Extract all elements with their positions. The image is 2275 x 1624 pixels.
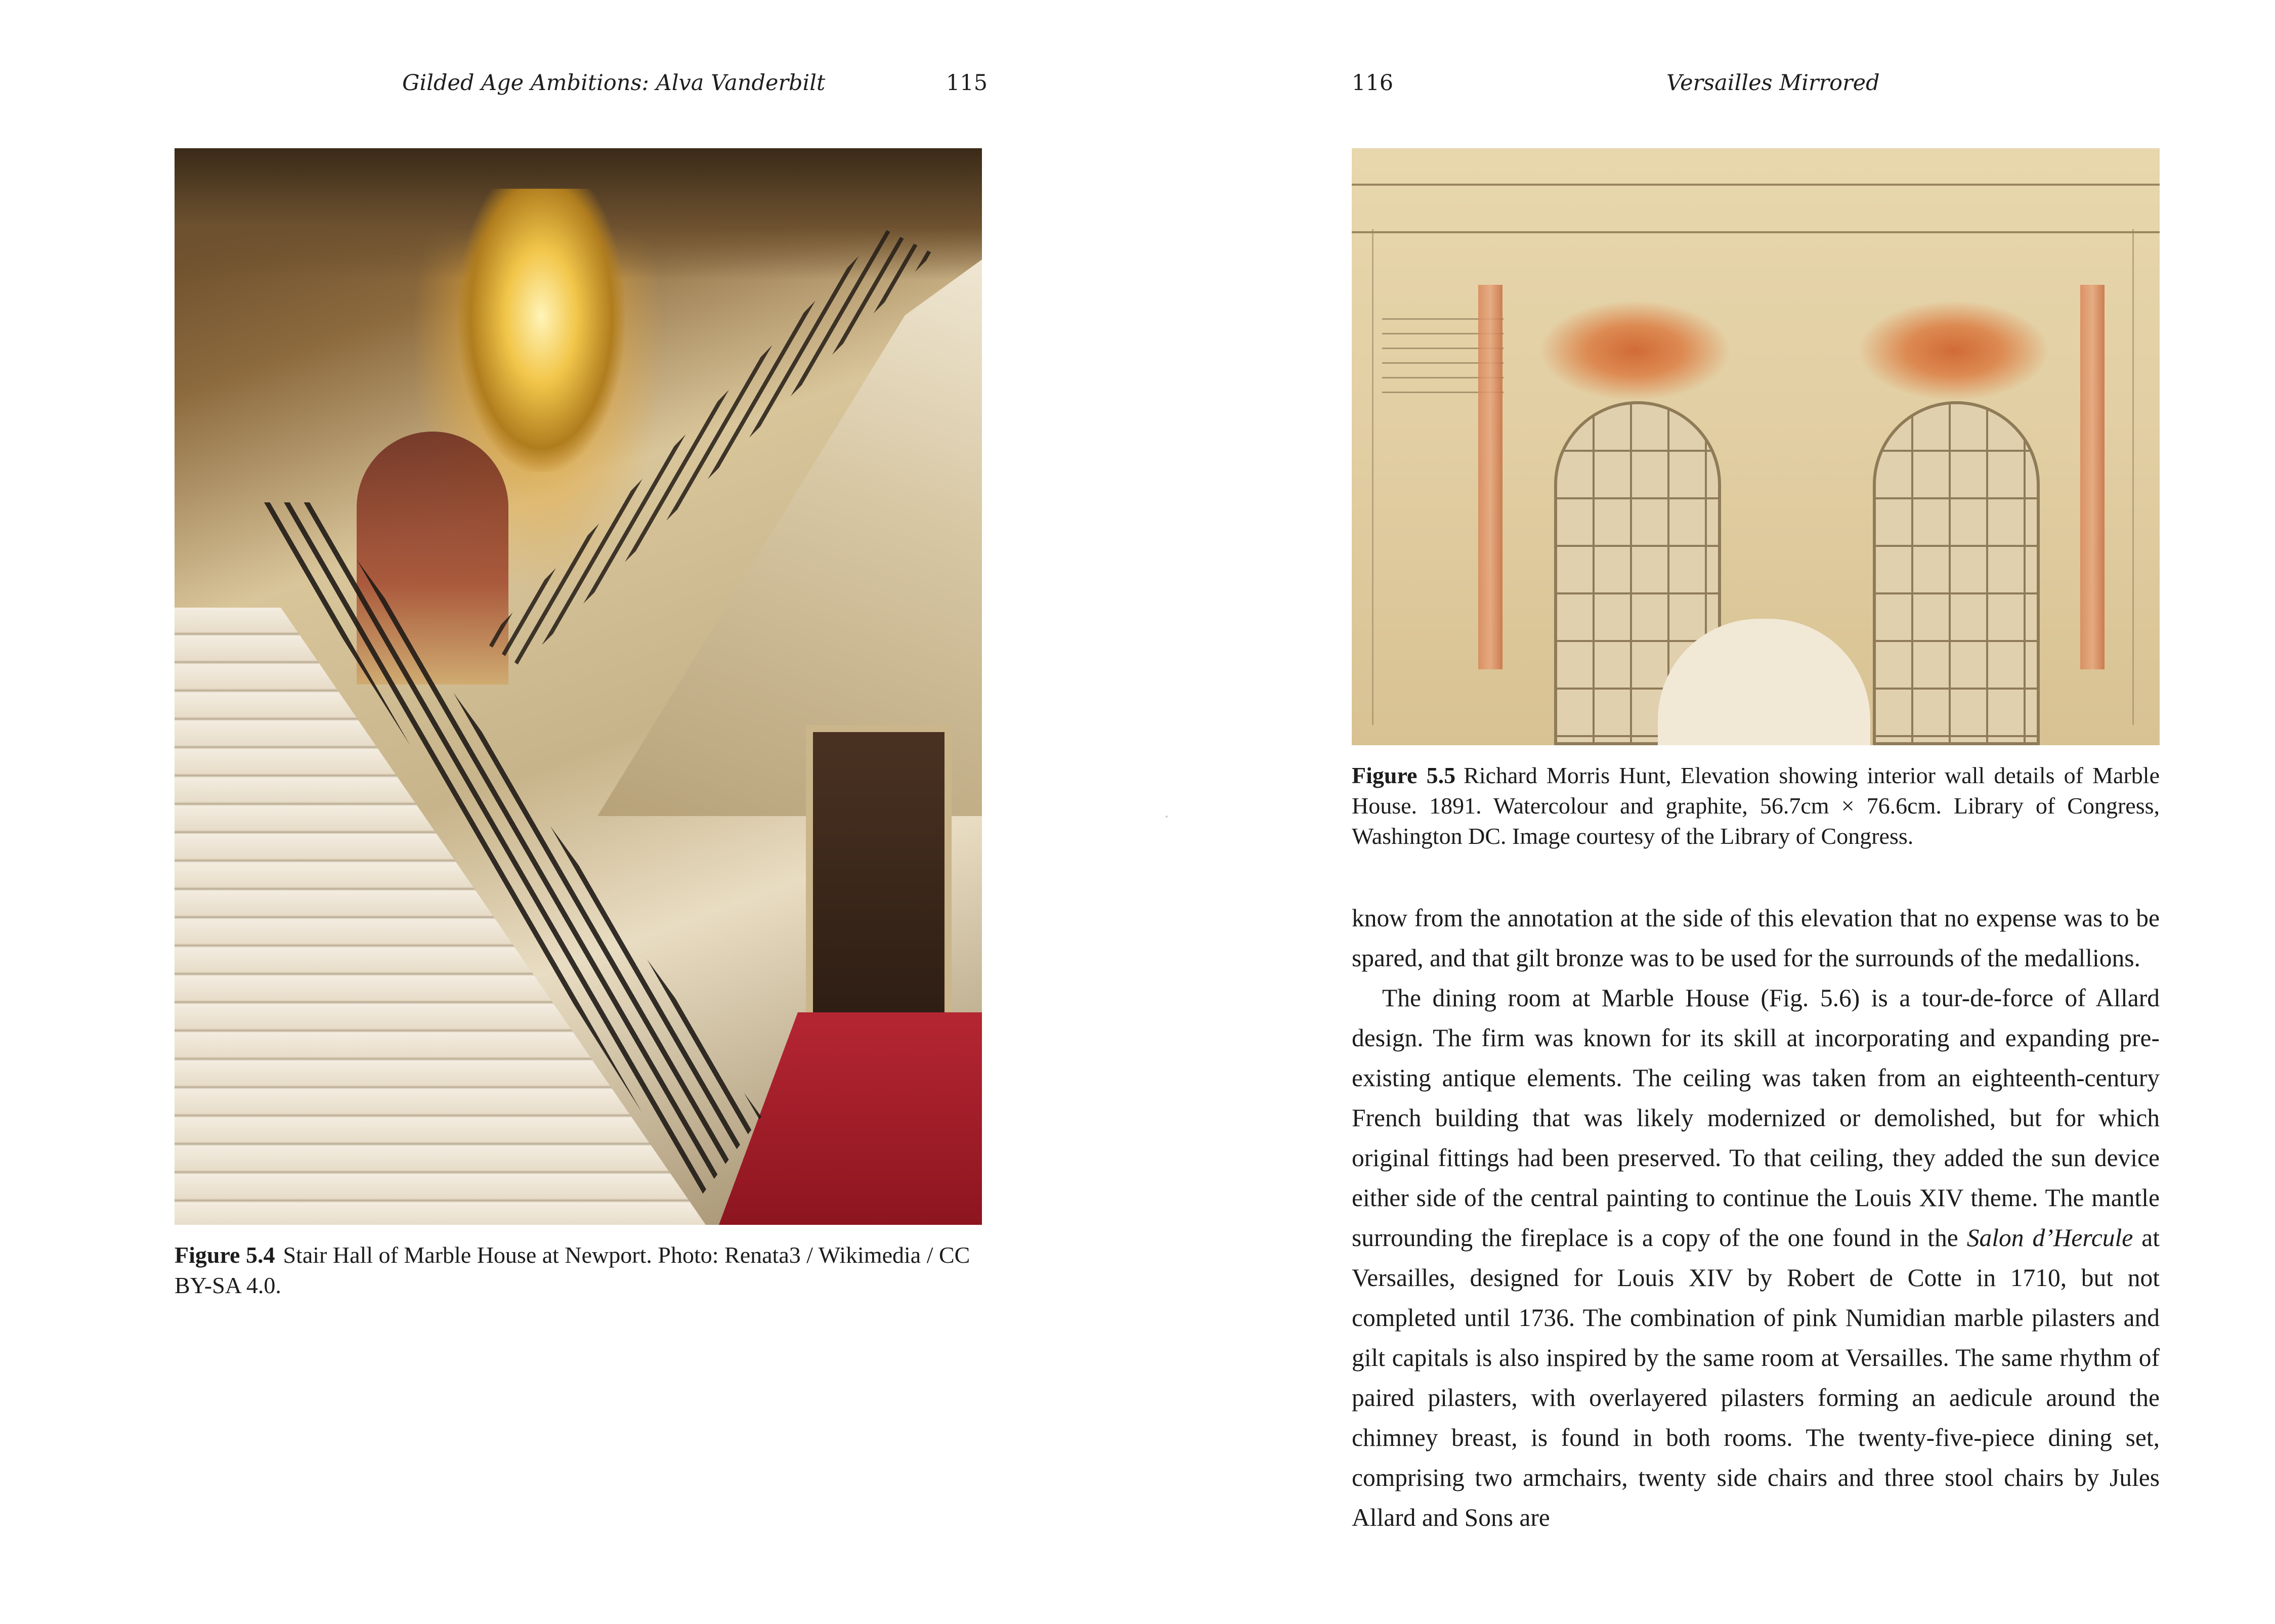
left-page-number: 115 — [946, 70, 988, 96]
left-page — [0, 0, 1137, 1624]
drawing-medallion — [1858, 300, 2050, 401]
figure-5-4-label: Figure 5.4 — [175, 1242, 275, 1268]
drawing-medallion — [1539, 300, 1731, 401]
right-page-number: 116 — [1352, 70, 1394, 96]
photo-doorway — [806, 725, 952, 1063]
drawing-arched-window — [1873, 401, 2040, 745]
paragraph-2-start: The dining room at Marble House (Fig. 5.6) is a tour-de-force of Allard design. The firm was known for its skill at incorporating and expanding pre-existing antique elements. The ceiling was taken from an eighteenth-century French building that was likely modernized or demolished, but for which original fittings had been preserved. To that ceiling, they added the sun device either side of the central painting to continue the Louis XIV theme. The mantle surrounding the fireplace is a copy of the one found in the — [1352, 984, 2160, 1252]
figure-5-5-text: Richard Morris Hunt, Elevation showing interior wall details of Marble House. 1891. Watercolour and graphite, 56.7cm × 76.6cm. Library of Congress, Washington DC. Image courtesy of the Library of Congress. — [1352, 762, 2160, 849]
paragraph-1: know from the annotation at the side of this elevation that no expense was to be spared, and that gilt bronze was to be used for the surrounds of the medallions. — [1352, 904, 2160, 972]
drawing-pilaster — [1478, 285, 1503, 669]
figure-5-5-label: Figure 5.5 — [1352, 762, 1456, 788]
figure-5-4-text: Stair Hall of Marble House at Newport. Photo: Renata3 / Wikimedia / CC BY-SA 4.0. — [175, 1242, 970, 1298]
right-running-head: Versailles Mirrored — [1666, 70, 1880, 96]
figure-5-4-caption — [175, 1240, 982, 1301]
photo-chandelier — [458, 189, 625, 472]
paragraph-2 — [1352, 978, 2160, 1537]
drawing-pilaster — [2080, 285, 2105, 669]
paragraph-2-end: at Versailles, designed for Louis XIV by Robert de Cotte in 1710, but not completed until 1736. The combination of pink Numidian marble pilasters and gilt capitals is also inspired by the same room at Versailles. The same rhythm of paired pilasters, with overlayered pilasters forming an aedicule around the chimney breast, is found in both rooms. The twenty-five-piece dining set, comprising two armchairs, twenty side chairs and three stool chairs by Jules Allard and Sons are — [1352, 1224, 2160, 1531]
body-text — [1352, 898, 2160, 1537]
salon-d-hercule-italic: Salon d’Hercule — [1966, 1224, 2133, 1252]
figure-5-5-caption — [1352, 760, 2160, 851]
left-running-head: Gilded Age Ambitions: Alva Vanderbilt — [402, 70, 826, 96]
drawing-cornice — [1352, 184, 2160, 233]
stair-hall-photo — [175, 148, 982, 1225]
elevation-drawing — [1352, 148, 2160, 745]
